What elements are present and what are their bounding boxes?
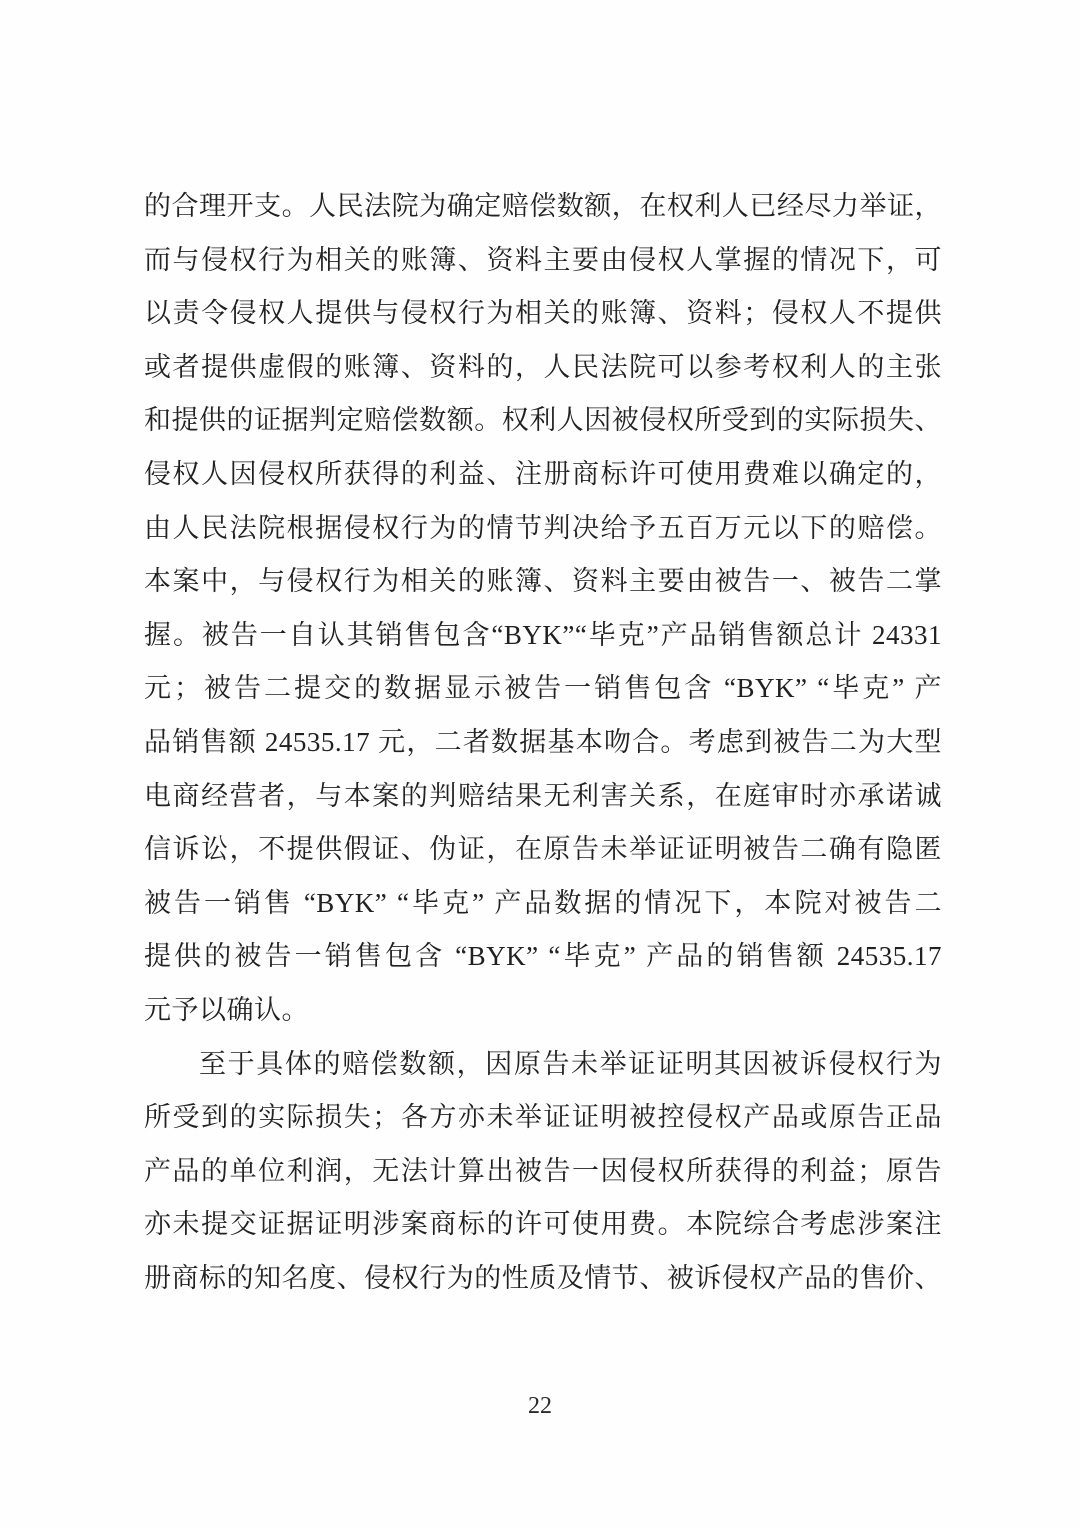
text-line: 而与侵权行为相关的账簿、资料主要由侵权人掌握的情况下，可 — [144, 244, 942, 275]
body-text — [144, 180, 942, 1305]
page-number: 22 — [528, 1393, 552, 1419]
text-line: 以责令侵权人提供与侵权行为相关的账簿、资料；侵权人不提供 — [144, 298, 942, 329]
text-line: 册商标的知名度、侵权行为的性质及情节、被诉侵权产品的售价、 — [144, 1262, 942, 1293]
text-line: 侵权人因侵权所获得的利益、注册商标许可使用费难以确定的， — [144, 458, 942, 489]
text-line: 或者提供虚假的账簿、资料的，人民法院可以参考权利人的主张 — [144, 351, 942, 382]
text-line: 信诉讼，不提供假证、伪证，在原告未举证证明被告二确有隐匿 — [144, 834, 942, 865]
text-line: 元；被告二提交的数据显示被告一销售包含 “BYK” “毕克” 产 — [144, 673, 942, 704]
text-line: 亦未提交证据证明涉案商标的许可使用费。本院综合考虑涉案注 — [144, 1209, 942, 1240]
text-line: 产品的单位利润，无法计算出被告一因侵权所获得的利益；原告 — [144, 1155, 942, 1186]
text-line-paragraph-start: 至于具体的赔偿数额，因原告未举证证明其因被诉侵权行为 — [199, 1048, 942, 1079]
text-line: 提供的被告一销售包含 “BYK” “毕克” 产品的销售额 24535.17 — [144, 941, 942, 972]
text-line: 和提供的证据判定赔偿数额。权利人因被侵权所受到的实际损失、 — [144, 405, 942, 436]
text-line: 由人民法院根据侵权行为的情节判决给予五百万元以下的赔偿。 — [144, 512, 942, 543]
text-line: 电商经营者，与本案的判赔结果无利害关系，在庭审时亦承诺诚 — [144, 780, 942, 811]
text-line: 元予以确认。 — [144, 994, 309, 1025]
text-line: 握。被告一自认其销售包含“BYK”“毕克”产品销售额总计 24331 — [144, 619, 942, 650]
text-line: 被告一销售 “BYK” “毕克” 产品数据的情况下，本院对被告二 — [144, 887, 942, 918]
text-line: 所受到的实际损失；各方亦未举证证明被控侵权产品或原告正品 — [144, 1102, 942, 1133]
text-line: 本案中，与侵权行为相关的账簿、资料主要由被告一、被告二掌 — [144, 566, 942, 597]
text-line: 品销售额 24535.17 元，二者数据基本吻合。考虑到被告二为大型 — [144, 726, 942, 757]
text-line: 的合理开支。人民法院为确定赔偿数额，在权利人已经尽力举证， — [144, 191, 942, 221]
